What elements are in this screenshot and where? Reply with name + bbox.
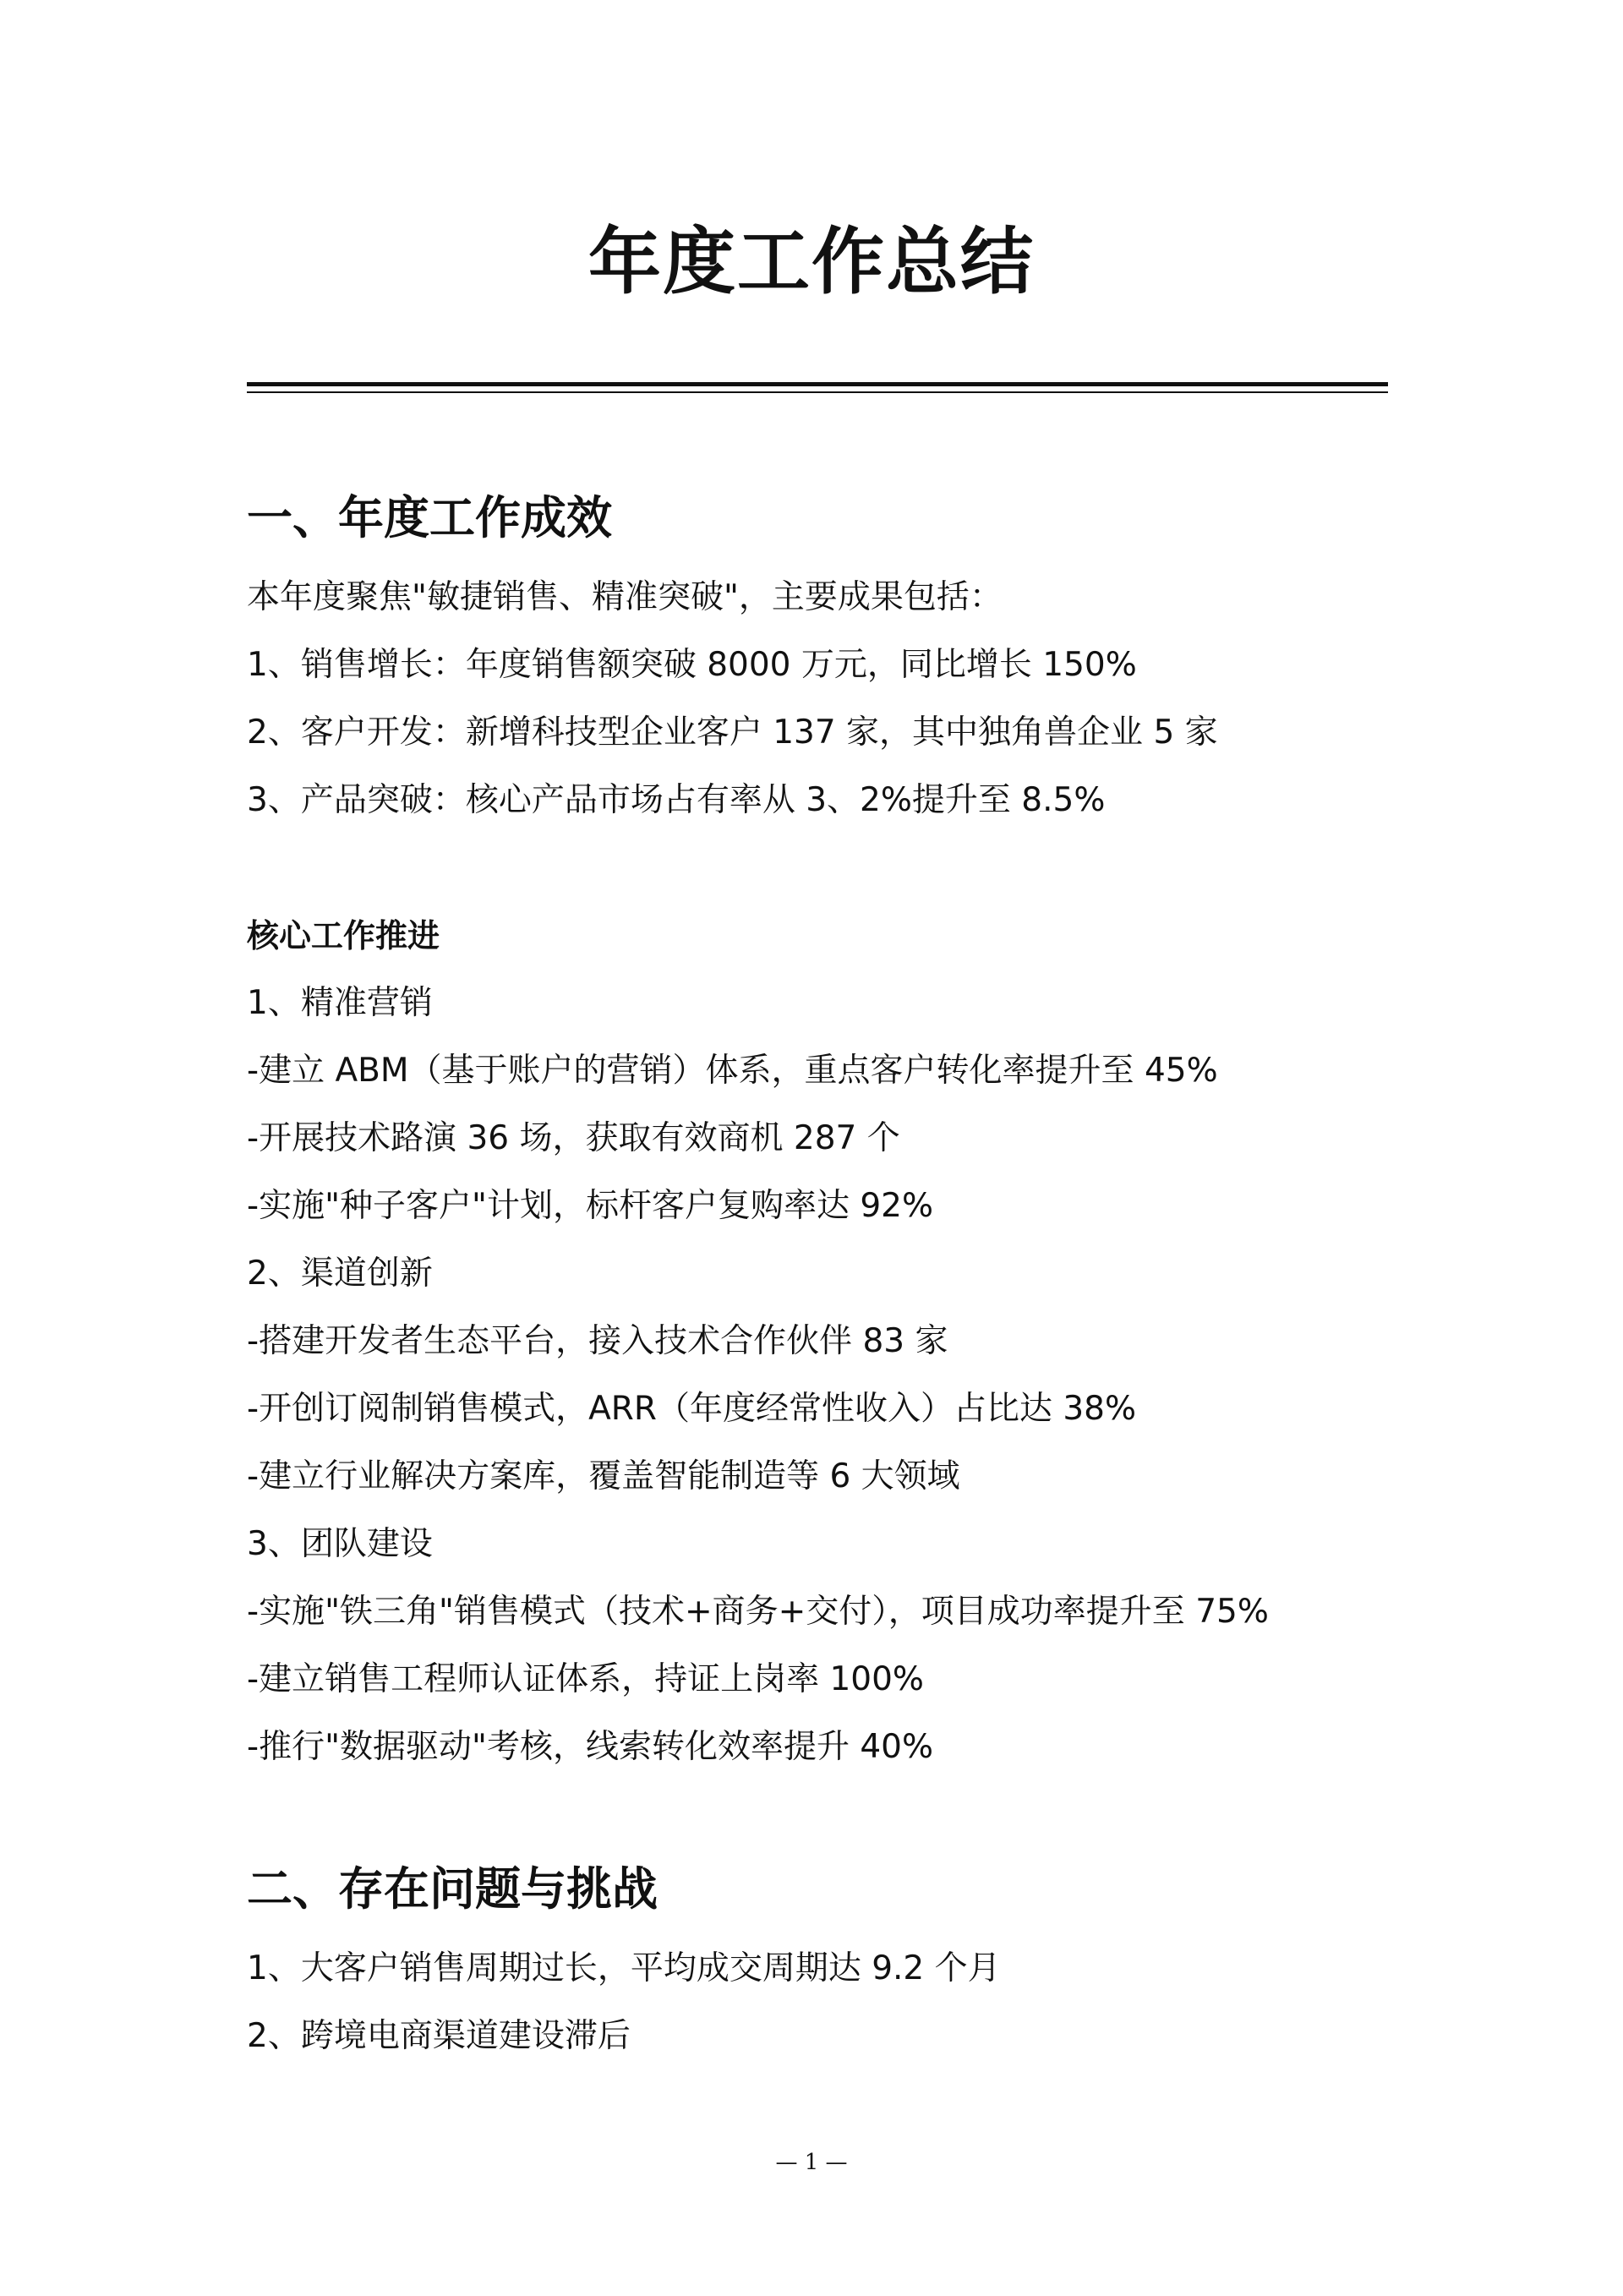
section-heading-achievements: 一、年度工作成效 bbox=[247, 491, 612, 544]
paragraph-line: 3、产品突破：核心产品市场占有率从 3、2%提升至 8.5% bbox=[247, 781, 1106, 819]
paragraph-line: 2、跨境电商渠道建设滞后 bbox=[247, 2017, 631, 2055]
paragraph-line: -搭建开发者生态平台，接入技术合作伙伴 83 家 bbox=[247, 1322, 948, 1360]
document-title: 年度工作总结 bbox=[588, 220, 1035, 304]
title-divider-thick bbox=[247, 382, 1388, 386]
paragraph-line: -开展技术路演 36 场，获取有效商机 287 个 bbox=[247, 1119, 900, 1157]
paragraph-line: 3、团队建设 bbox=[247, 1525, 433, 1563]
paragraph-line: -实施"铁三角"销售模式（技术+商务+交付），项目成功率提升至 75% bbox=[247, 1593, 1269, 1631]
paragraph-line: 1、精准营销 bbox=[247, 984, 433, 1022]
paragraph-line: -推行"数据驱动"考核，线索转化效率提升 40% bbox=[247, 1728, 934, 1766]
section-heading-problems: 二、存在问题与挑战 bbox=[247, 1862, 658, 1916]
paragraph-line: -建立 ABM（基于账户的营销）体系，重点客户转化率提升至 45% bbox=[247, 1052, 1218, 1090]
title-divider-thin bbox=[247, 391, 1388, 393]
paragraph-line: -开创订阅制销售模式，ARR（年度经常性收入）占比达 38% bbox=[247, 1390, 1137, 1428]
paragraph-line: 本年度聚焦"敏捷销售、精准突破"，主要成果包括： bbox=[247, 578, 1003, 616]
paragraph-line: -实施"种子客户"计划，标杆客户复购率达 92% bbox=[247, 1187, 934, 1225]
paragraph-line: 2、客户开发：新增科技型企业客户 137 家，其中独角兽企业 5 家 bbox=[247, 713, 1218, 752]
paragraph-line: 1、销售增长：年度销售额突破 8000 万元，同比增长 150% bbox=[247, 646, 1137, 684]
page-number: — 1 — bbox=[775, 2150, 848, 2175]
paragraph-line: -建立行业解决方案库，覆盖智能制造等 6 大领域 bbox=[247, 1457, 960, 1495]
paragraph-line: -建立销售工程师认证体系，持证上岗率 100% bbox=[247, 1660, 924, 1698]
paragraph-line: 2、渠道创新 bbox=[247, 1255, 433, 1293]
paragraph-line: 1、大客户销售周期过长，平均成交周期达 9.2 个月 bbox=[247, 1949, 1001, 1987]
subsection-heading-core-work: 核心工作推进 bbox=[247, 917, 440, 954]
